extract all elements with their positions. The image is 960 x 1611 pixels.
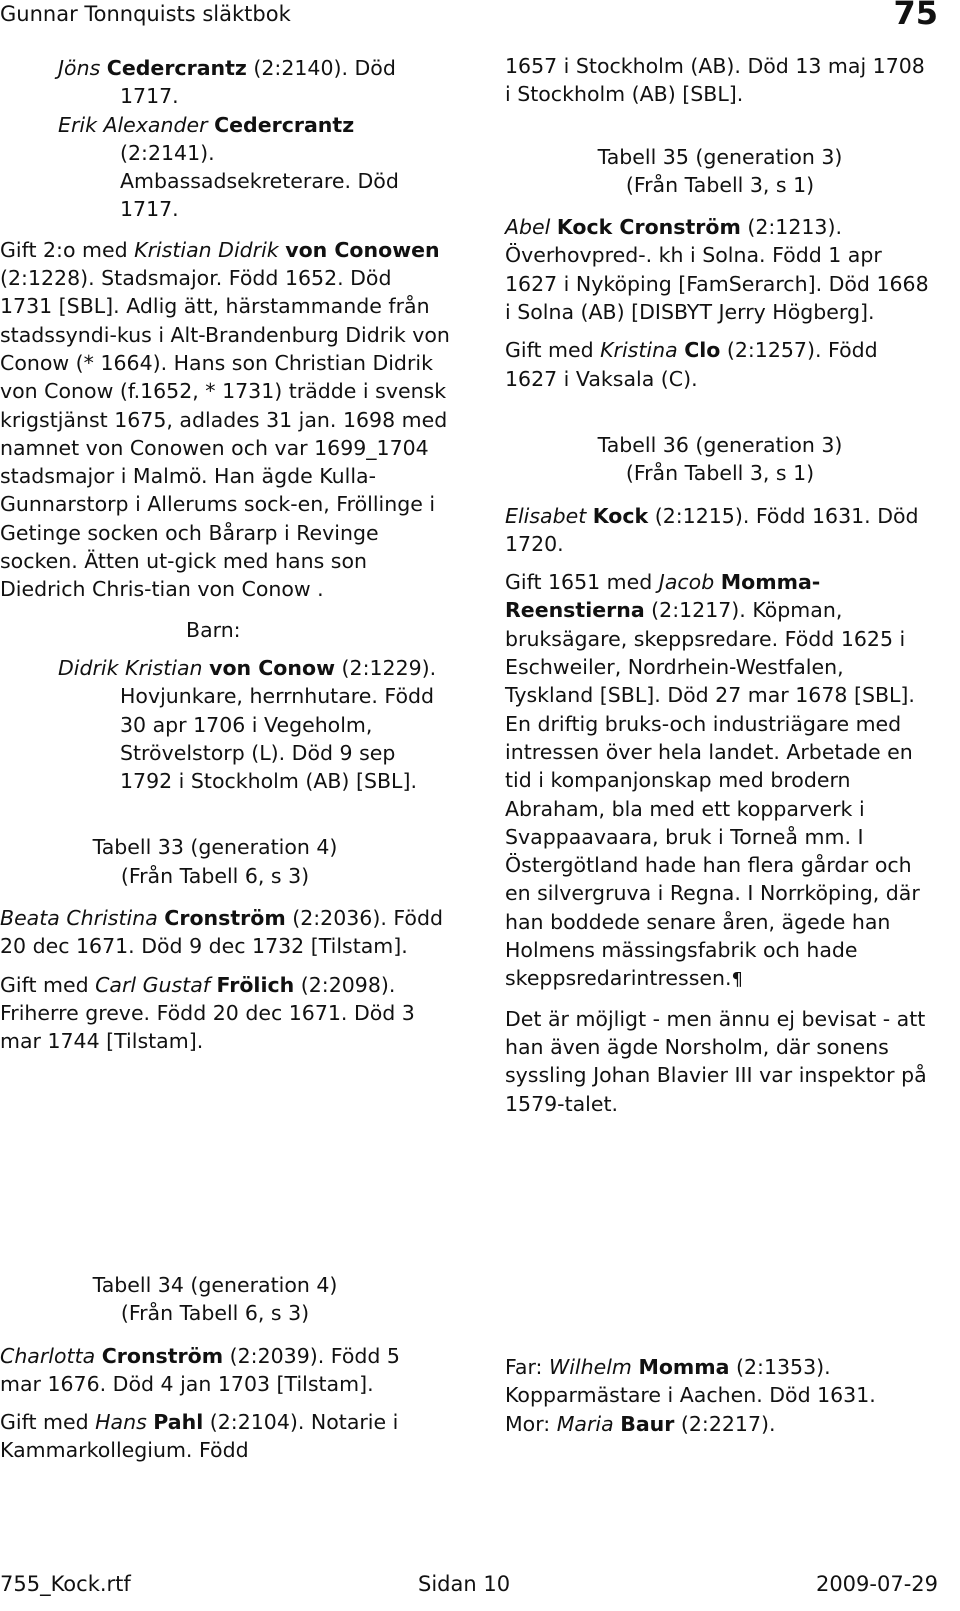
- footer-page: Sidan 10: [418, 1572, 511, 1596]
- table-34-heading: Tabell 34 (generation 4) (Från Tabell 6, s 3): [92, 1273, 338, 1326]
- header-page-number: 75: [893, 0, 938, 32]
- pilcrow-icon: ¶: [731, 969, 743, 991]
- table-35-spouse: Gift med Kristina Clo (2:1257). Född 1627 i Vaksala (C).: [505, 338, 878, 391]
- footer-date: 2009-07-29: [815, 1572, 938, 1596]
- header-title: Gunnar Tonnquists släktbok: [0, 2, 291, 26]
- table-36-heading: Tabell 36 (generation 3) (Från Tabell 3, s 1): [597, 432, 843, 486]
- right-column-lower: [505, 1353, 935, 1438]
- table-34-spouse: Gift med Hans Pahl (2:2104). Notarie i Kammarkollegium. Född: [0, 1410, 399, 1463]
- child-entry: Didrik Kristian von Conow (2:1229). Hovjunkare, herrnhutare. Född 30 apr 1706 i Vegeholm, Strövelstorp (L). Död 9 sep 1792 i Stockholm (AB) [SBL].: [58, 655, 437, 794]
- table-34-person: Charlotta Cronström (2:2039). Född 5 mar 1676. Död 4 jan 1703 [Tilstam].: [0, 1343, 400, 1396]
- barn-label: Barn:: [186, 617, 241, 642]
- table-35-heading: Tabell 35 (generation 3) (Från Tabell 3, s 1): [597, 144, 843, 197]
- table-36-person: Elisabet Kock (2:1215). Född 1631. Död 1720.: [505, 503, 919, 556]
- mother-entry: Mor: Maria Baur (2:2217).: [505, 1411, 776, 1436]
- table-35-person: Abel Kock Cronström (2:1213). Överhovpred-. kh i Solna. Född 1 apr 1627 i Nyköping [FamSerarch]. Död 1668 i Solna (AB) [DISBYT Jerry Högberg].: [505, 215, 929, 325]
- continued-text: 1657 i Stockholm (AB). Död 13 maj 1708 i Stockholm (AB) [SBL].: [505, 54, 925, 107]
- marriage-paragraph: Gift 2:o med Kristian Didrik von Conowen (2:1228). Stadsmajor. Född 1652. Död 1731 [SBL]. Adlig ätt, härstammande från stadssyndi-kus i Alt-Brandenburg Didrik von Conow (* 1664). Hans son Christian Didrik von Conow (f.1652, * 1731) trädde i svensk krigstjänst 1675, adlades 31 jan. 1698 med namnet von Conowen och var 1699_1704 stadsmajor i Malmö. Han ägde Kulla-Gunnarstorp i Allerums sock-en, Fröllinge i Getinge socken och Bårarp i Revinge socken. Ätten ut-gick med hans son Diedrich Chris-tian von Conow .: [0, 237, 450, 602]
- table-33-heading: Tabell 33 (generation 4) (Från Tabell 6, s 3): [92, 835, 338, 888]
- left-column: [0, 54, 450, 1066]
- table-36-note: Det är möjligt - men ännu ej bevisat - att han även ägde Norsholm, där sonens syssling Johan Blavier III var inspektor på 1579-talet.: [505, 1006, 927, 1116]
- table-33-person: Beata Christina Cronström (2:2036). Född 20 dec 1671. Död 9 dec 1732 [Tilstam].: [0, 906, 443, 959]
- entry-erik: Erik Alexander Cedercrantz (2:2141). Ambassadsekreterare. Död 1717.: [58, 112, 399, 222]
- right-column: [505, 52, 935, 1128]
- table-33-spouse: Gift med Carl Gustaf Frölich (2:2098). Friherre greve. Född 20 dec 1671. Död 3 mar 1744 [Tilstam].: [0, 972, 415, 1054]
- left-column-lower: [0, 1271, 430, 1475]
- father-entry: Far: Wilhelm Momma (2:1353). Kopparmästare i Aachen. Död 1631.: [505, 1355, 876, 1408]
- entry-jons: Jöns Cedercrantz (2:2140). Död 1717.: [58, 56, 396, 109]
- table-36-spouse: Gift 1651 med Jacob Momma-Reenstierna (2:1217). Köpman, bruksägare, skeppsredare. Född 1625 i Eschweiler, Nordrhein-Westfalen, Tyskland [SBL]. Död 27 mar 1678 [SBL]. En driftig bruks-och industriägare med intressen över hela landet. Arbetade en tid i kompanjonskap med brodern Abraham, bla med ett kopparverk i Svappaavaara, bruk i Torneå mm. I Östergötland hade han flera gårdar och en silvergruva i Regna. I Norrköping, där han boddede senare åren, ägede han Holmens mässingsfabrik och hade skeppsredarintressen.¶: [505, 570, 920, 991]
- footer-filename: 755_Kock.rtf: [0, 1572, 131, 1596]
